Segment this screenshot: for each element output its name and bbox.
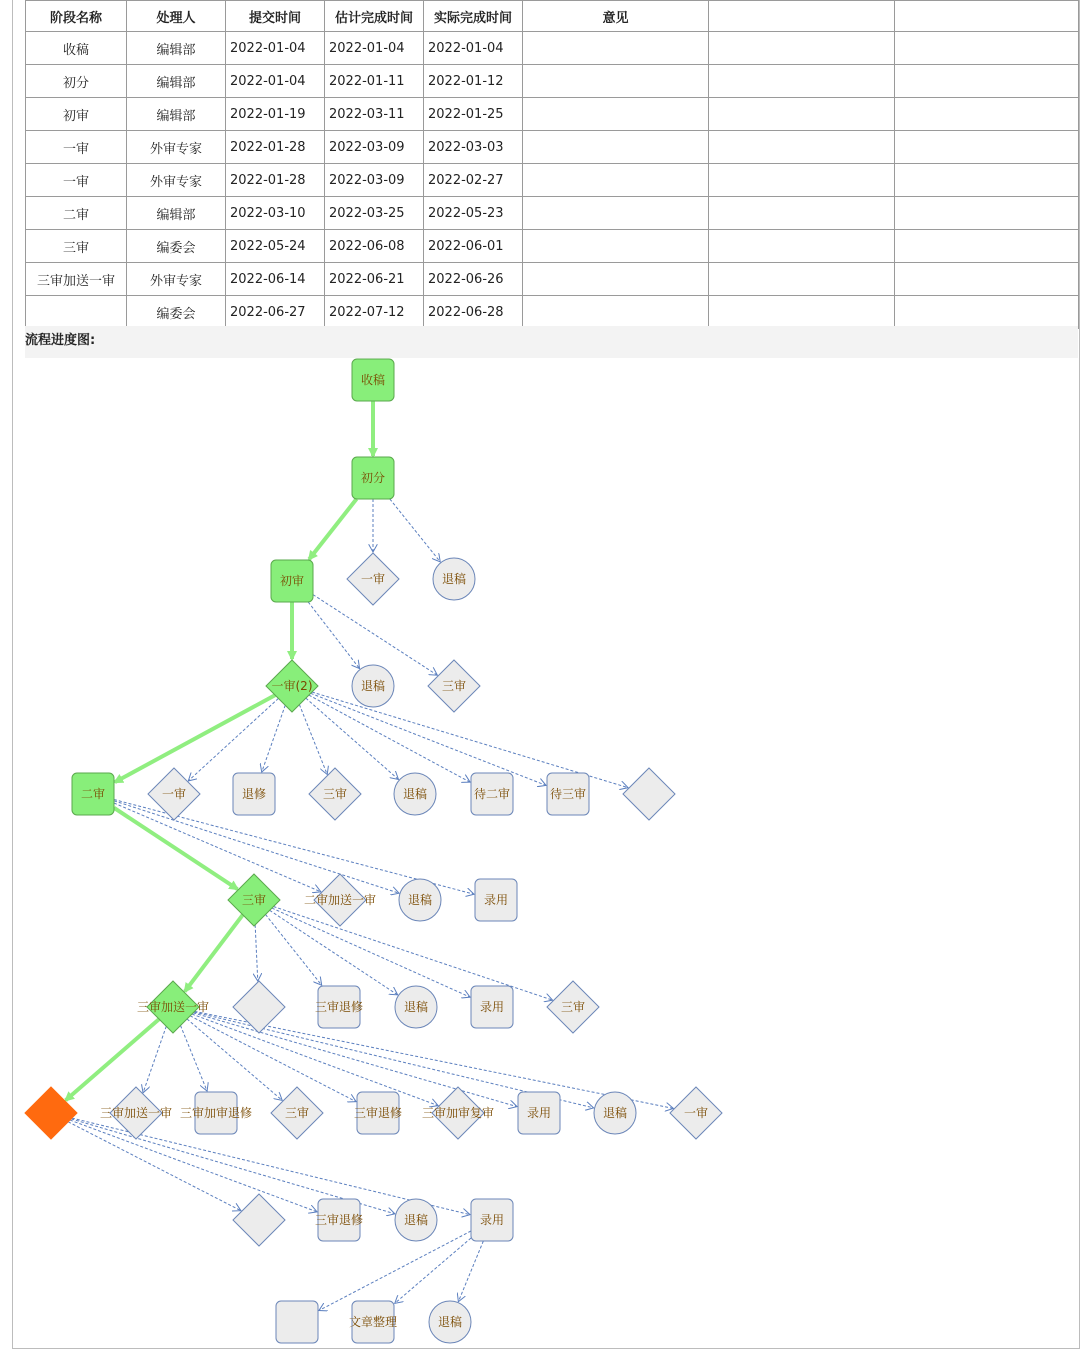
flow-edge (311, 693, 546, 785)
cell-submit: 2022-01-28 (226, 164, 325, 197)
cell-handler: 编辑部 (127, 65, 226, 98)
flow-node-n3a[interactable] (347, 553, 399, 605)
flow-node-label: 退稿 (602, 1106, 628, 1120)
flow-node-n8e[interactable] (422, 1087, 494, 1139)
flow-node-n8f[interactable] (518, 1092, 560, 1134)
cell-estimate: 2022-03-25 (325, 197, 424, 230)
flow-node-n10c[interactable] (429, 1301, 471, 1343)
flow-edge (255, 925, 258, 981)
flow-node-n3b[interactable] (433, 558, 475, 600)
cell-actual: 2022-01-25 (424, 98, 523, 131)
flow-node-n7c[interactable] (395, 986, 437, 1028)
flow-node-label: 录用 (479, 1000, 505, 1014)
cell-actual: 2022-01-04 (424, 32, 523, 65)
flow-node-label: 一审 (683, 1106, 709, 1120)
cell-estimate: 2022-06-21 (325, 263, 424, 296)
flow-node-n3[interactable] (271, 560, 313, 602)
flow-edge (458, 1241, 483, 1302)
flow-node-label: 收稿 (360, 373, 386, 387)
cell-stage: 二审 (26, 197, 127, 230)
flow-edge (319, 1231, 471, 1311)
cell-estimate: 2022-06-08 (325, 230, 424, 263)
flow-node-n10a[interactable] (276, 1301, 318, 1343)
flow-node-label: 待三审 (549, 787, 587, 801)
flow-node-shape (233, 1194, 285, 1246)
flow-node-label: 退稿 (402, 787, 428, 801)
cell-estimate: 2022-03-11 (325, 98, 424, 131)
cell-actual: 2022-06-28 (424, 296, 523, 329)
flow-node-label: 待二审 (473, 787, 511, 801)
flow-node-n7b[interactable] (315, 986, 363, 1028)
flow-edge (143, 1026, 166, 1093)
flow-edge (190, 1016, 356, 1102)
flow-node-n9a[interactable] (233, 1194, 285, 1246)
flow-edge (309, 695, 470, 782)
flow-edge (181, 1025, 208, 1091)
cell-handler: 外审专家 (127, 263, 226, 296)
flow-node-n10b[interactable] (349, 1301, 397, 1343)
flow-node-n8c[interactable] (271, 1087, 323, 1139)
flow-node-label: 退修 (241, 787, 267, 801)
cell-submit: 2022-01-28 (226, 131, 325, 164)
cell-stage: 初分 (26, 65, 127, 98)
flow-node-label: 退稿 (437, 1315, 463, 1329)
flow-edge (266, 914, 322, 985)
flow-edge (262, 705, 286, 772)
flow-edge (270, 910, 398, 995)
cell-handler: 编委会 (127, 296, 226, 329)
cell-estimate: 2022-03-09 (325, 131, 424, 164)
flow-node-label: 三审退修 (314, 1213, 364, 1227)
flow-node-label: 退稿 (360, 679, 386, 693)
flow-node-label: 一审 (360, 572, 386, 586)
flow-node-n6[interactable] (228, 874, 280, 926)
flow-node-n5b[interactable] (233, 773, 275, 815)
flow-node-label: 三审退修 (314, 1000, 364, 1014)
flow-node-shape (623, 768, 675, 820)
flow-node-label: 录用 (483, 893, 509, 907)
cell-submit: 2022-03-10 (226, 197, 325, 230)
flow-edge (114, 803, 321, 892)
header-estimate-time: 估计完成时间 (325, 1, 424, 32)
flow-node-n2[interactable] (352, 457, 394, 499)
flow-node-label: 退稿 (403, 1000, 429, 1014)
flow-node-label: 退稿 (407, 893, 433, 907)
flow-node-n6c[interactable] (475, 879, 517, 921)
flow-node-n5f[interactable] (547, 773, 589, 815)
flow-node-n5d[interactable] (394, 773, 436, 815)
flow-node-label: 三审加审退修 (179, 1106, 253, 1120)
flow-node-n5a[interactable] (148, 768, 200, 820)
flow-edge (114, 808, 237, 889)
cell-stage: 一审 (26, 164, 127, 197)
flow-node-label: 三审 (322, 787, 348, 801)
flow-node-n5g[interactable] (623, 768, 675, 820)
flow-node-n4[interactable] (266, 660, 318, 712)
flow-node-label: 二审加送一审 (303, 893, 377, 907)
header-handler: 处理人 (127, 1, 226, 32)
flow-edge (299, 705, 327, 775)
cell-actual: 2022-03-03 (424, 131, 523, 164)
header-stage: 阶段名称 (26, 1, 127, 32)
flow-edge (306, 698, 399, 779)
flow-node-n4a[interactable] (352, 665, 394, 707)
flow-node-n8b[interactable] (180, 1092, 252, 1134)
cell-estimate: 2022-07-12 (325, 296, 424, 329)
flow-edge (272, 908, 470, 997)
cell-submit: 2022-06-14 (226, 263, 325, 296)
flow-node-shape (276, 1301, 318, 1343)
flow-node-label: 三审 (241, 893, 267, 907)
flow-node-n8g[interactable] (594, 1092, 636, 1134)
flow-node-n9d[interactable] (471, 1199, 513, 1241)
flow-node-label: 初审 (279, 574, 305, 588)
flow-node-label: 三审 (441, 679, 467, 693)
cell-actual: 2022-05-23 (424, 197, 523, 230)
flow-edge (185, 915, 243, 992)
header-submit-time: 提交时间 (226, 1, 325, 32)
cell-submit: 2022-05-24 (226, 230, 325, 263)
flow-edge (390, 499, 440, 562)
cell-submit: 2022-01-04 (226, 32, 325, 65)
flow-node-label: 录用 (526, 1106, 552, 1120)
flow-node-label: 退稿 (441, 572, 467, 586)
flow-node-n8d[interactable] (354, 1092, 402, 1134)
cell-handler: 外审专家 (127, 164, 226, 197)
flow-node-n7d[interactable] (471, 986, 513, 1028)
cell-actual: 2022-06-01 (424, 230, 523, 263)
flow-node-label: 三审 (284, 1106, 310, 1120)
header-opinion: 意见 (523, 1, 709, 32)
flow-node-n1[interactable] (352, 359, 394, 401)
flow-node-label: 三审加送一审 (136, 1000, 210, 1014)
cell-handler: 编委会 (127, 230, 226, 263)
flow-node-n5e[interactable] (471, 773, 513, 815)
flow-node-label: 一审(2) (271, 679, 313, 693)
cell-estimate: 2022-03-09 (325, 164, 424, 197)
flow-edge (68, 1122, 241, 1211)
header-actual-time: 实际完成时间 (424, 1, 523, 32)
flow-node-n9c[interactable] (395, 1199, 437, 1241)
flow-edge (308, 602, 359, 669)
flow-node-n8a[interactable] (100, 1087, 172, 1139)
flow-node-n7a[interactable] (233, 981, 285, 1033)
flow-node-n6a[interactable] (304, 874, 376, 926)
flow-node-label: 文章整理 (348, 1315, 398, 1329)
flow-edge (188, 698, 278, 780)
flow-section-title: 流程进度图: (25, 326, 1078, 358)
cell-estimate: 2022-01-11 (325, 65, 424, 98)
cell-submit: 2022-06-27 (226, 296, 325, 329)
cell-stage: 初审 (26, 98, 127, 131)
cell-stage: 三审加送一审 (26, 263, 127, 296)
cell-handler: 编辑部 (127, 98, 226, 131)
flow-edge (313, 595, 437, 676)
cell-submit: 2022-01-19 (226, 98, 325, 131)
flow-node-n6b[interactable] (399, 879, 441, 921)
flow-node-n7e[interactable] (547, 981, 599, 1033)
flow-node-n5[interactable] (72, 773, 114, 815)
flow-node-label: 三审加审复审 (421, 1106, 495, 1120)
flow-edge (70, 1120, 317, 1212)
cell-stage: 一审 (26, 131, 127, 164)
flow-node-label: 三审 (560, 1000, 586, 1014)
flow-node-n7[interactable] (137, 981, 209, 1033)
cell-handler: 编辑部 (127, 32, 226, 65)
cell-stage: 三审 (26, 230, 127, 263)
flow-node-n8h[interactable] (670, 1087, 722, 1139)
flow-node-label: 初分 (360, 471, 386, 485)
cell-actual: 2022-06-26 (424, 263, 523, 296)
flow-node-shape (233, 981, 285, 1033)
flow-edge (115, 695, 275, 782)
cell-submit: 2022-01-04 (226, 65, 325, 98)
flow-edge (309, 499, 356, 559)
cell-actual: 2022-02-27 (424, 164, 523, 197)
flow-node-label: 一审 (161, 787, 187, 801)
flow-node-label: 三审退修 (353, 1106, 403, 1120)
cell-actual: 2022-01-12 (424, 65, 523, 98)
cell-estimate: 2022-01-04 (325, 32, 424, 65)
flow-edge (187, 1019, 282, 1100)
flow-node-label: 三审加送一审 (99, 1106, 173, 1120)
cell-handler: 外审专家 (127, 131, 226, 164)
flow-edge (395, 1238, 471, 1303)
cell-handler: 编辑部 (127, 197, 226, 230)
flow-node-label: 二审 (80, 787, 106, 801)
flow-node-label: 退稿 (403, 1213, 429, 1227)
cell-stage: 收稿 (26, 32, 127, 65)
flow-node-n9b[interactable] (315, 1199, 363, 1241)
flow-node-n4b[interactable] (428, 660, 480, 712)
flow-node-label: 录用 (479, 1213, 505, 1227)
flow-node-n5c[interactable] (309, 768, 361, 820)
